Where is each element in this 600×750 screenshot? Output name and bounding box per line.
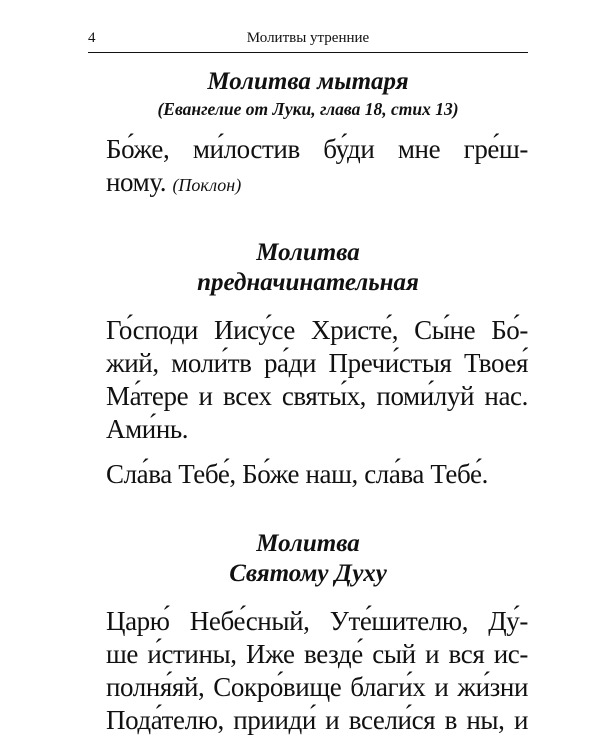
text-line: Ма́тере и всех святы́х, поми́луй нас. (106, 381, 528, 411)
section-subtitle: (Евангелие от Луки, глава 18, стих 13) (157, 99, 459, 119)
text-line: Пода́телю, прииди́ и всели́ся в ны, и (106, 705, 528, 735)
text-line: Царю́ Небе́сный, Уте́шителю, Ду́- (106, 606, 528, 636)
section-title-line: Молитва (256, 530, 360, 557)
section-title-line: Молитва (256, 239, 360, 266)
running-title: Молитвы утренние (246, 30, 370, 46)
section-title: Молитва мытаря (207, 68, 409, 95)
text-line: Бо́же, ми́лостив бу́ди мне гре́ш- (106, 134, 528, 164)
prayer-paragraph (88, 133, 528, 202)
text-line: полня́яй, Сокро́вище благи́х и жи́зни (106, 672, 528, 702)
bow-note: (Поклон) (172, 175, 242, 195)
page-number: 4 (88, 30, 96, 46)
prayer-paragraph (88, 314, 528, 446)
section-title-line: предначинательная (197, 269, 419, 296)
text-line: ному. (106, 167, 167, 197)
prayer-paragraph (88, 605, 528, 737)
book-page (88, 26, 528, 737)
prayer-paragraph (88, 458, 528, 491)
text-line-with-note (88, 166, 528, 202)
section-publican-prayer (88, 67, 528, 202)
section-holy-spirit-prayer (88, 529, 528, 737)
text-line: Го́споди Иису́се Христе́, Сы́не Бо́- (106, 315, 528, 345)
text-line: Сла́ва Тебе́, Бо́же наш, сла́ва Тебе́. (106, 459, 488, 489)
text-line: жий, моли́тв ра́ди Пречи́стыя Твоея́ (106, 348, 528, 378)
running-header (88, 26, 528, 53)
section-introductory-prayer (88, 238, 528, 491)
text-line: ше и́стины, Иже везде́ сый и вся ис- (106, 639, 528, 669)
section-title-line: Святому Духу (229, 560, 387, 587)
text-line: Ами́нь. (106, 414, 189, 444)
